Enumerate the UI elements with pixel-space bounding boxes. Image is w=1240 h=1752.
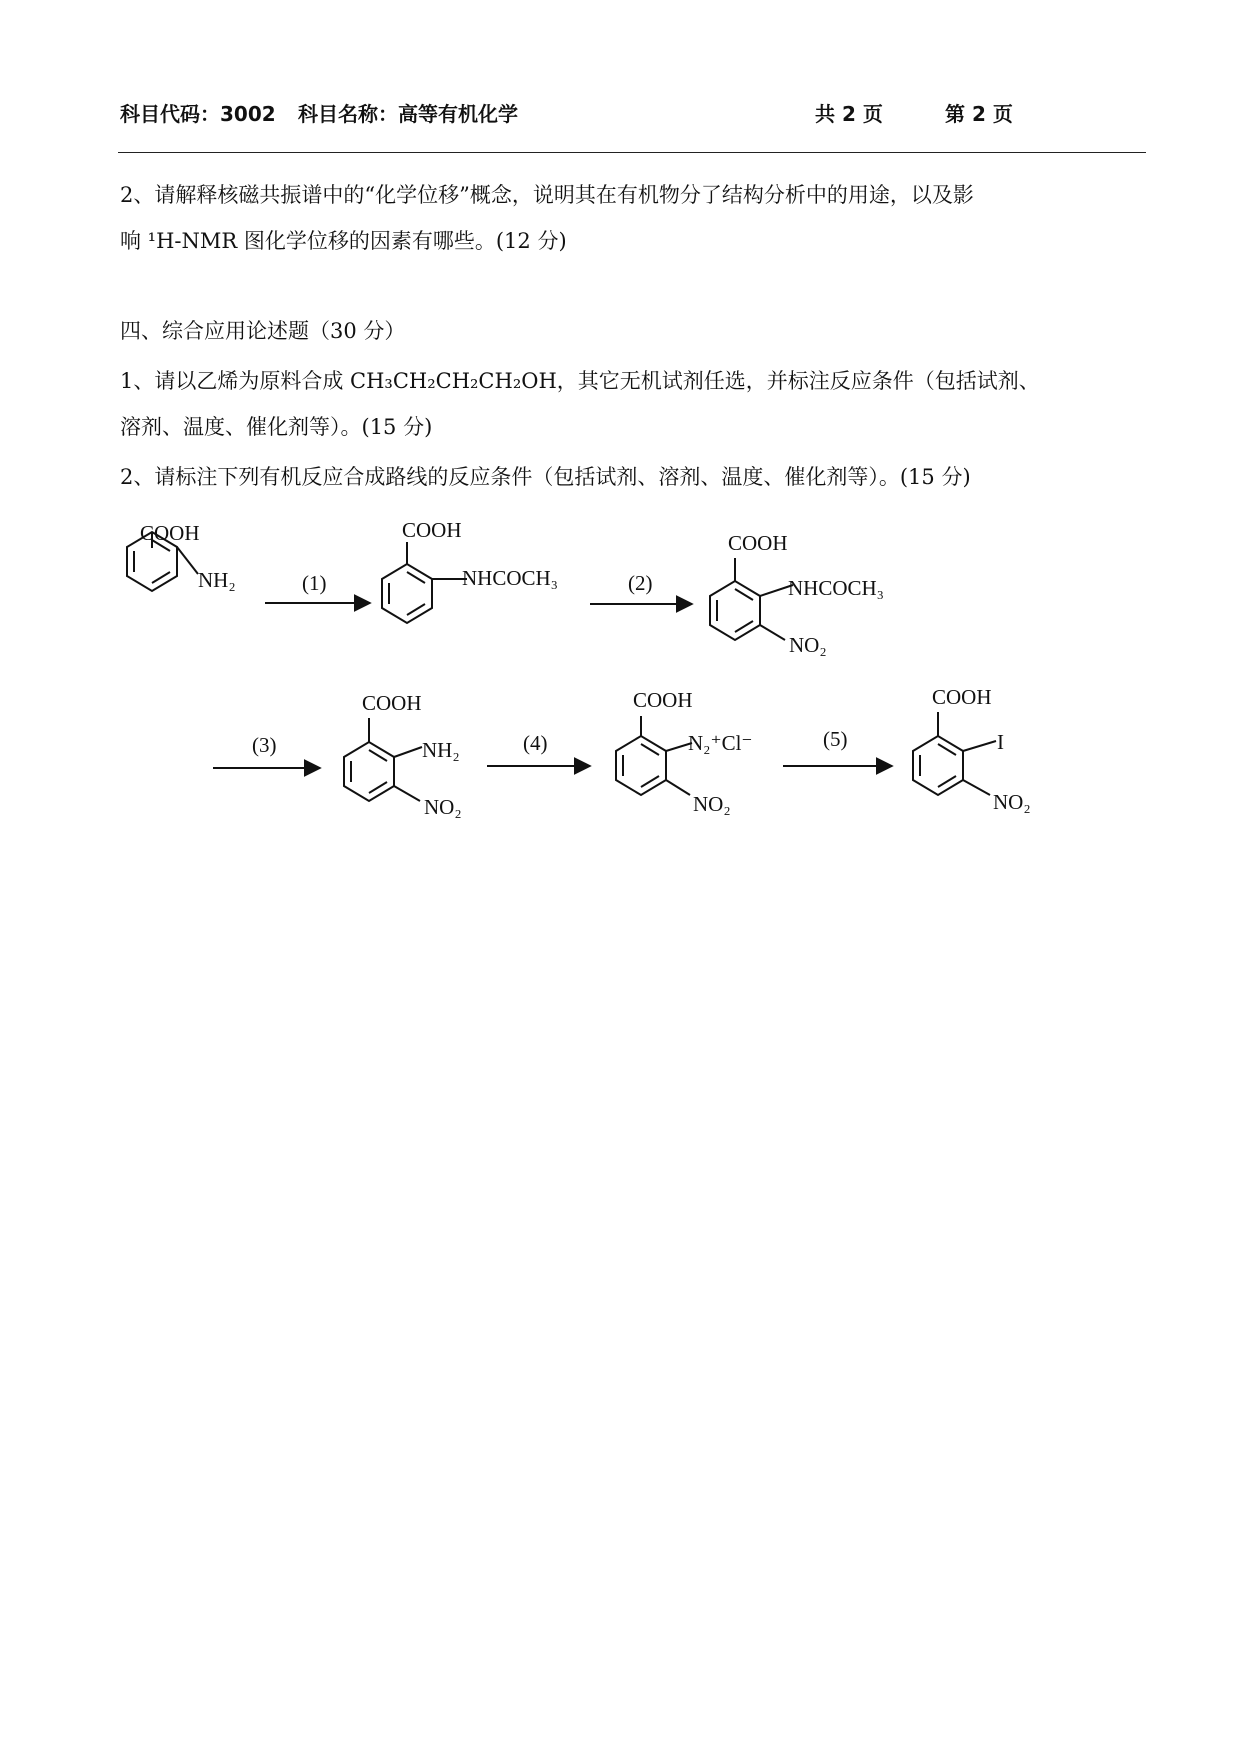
cooh-label-3: COOH: [728, 531, 788, 555]
step-label-4: (4): [523, 731, 548, 755]
no2-label-4: NO₂: [424, 795, 462, 819]
subject-name: 科目名称：高等有机化学: [298, 102, 518, 126]
subject-code: 科目代码：3002: [120, 102, 276, 126]
cooh-label-2: COOH: [402, 518, 462, 542]
no2-label-5: NO₂: [693, 792, 731, 816]
s4-q1-line2: 溶剂、温度、催化剂等）。(15 分): [120, 415, 433, 439]
nh2-label-1: NH₂: [198, 568, 236, 592]
section4-title: 四、综合应用论述题（30 分）: [120, 319, 406, 343]
compound-iodo-nitrobenzoic-acid: [913, 712, 996, 795]
n2cl-label-5: N₂⁺Cl⁻: [688, 731, 753, 755]
cooh-label-4: COOH: [362, 691, 422, 715]
step-label-5: (5): [823, 727, 848, 751]
q3-2-line1: 2、请解释核磁共振谱中的“化学位移”概念，说明其在有机物分了结构分析中的用途，以及影: [120, 183, 974, 207]
compound-amino-nitrobenzoic-acid: [344, 718, 422, 801]
cooh-label-5: COOH: [633, 688, 693, 712]
step-label-1: (1): [302, 571, 327, 595]
nh2-label-4: NH₂: [422, 738, 460, 762]
total-pages: 共 2 页: [815, 102, 883, 126]
nhcoch3-label-3: NHCOCH₃: [788, 576, 884, 600]
step-label-2: (2): [628, 571, 653, 595]
iodo-label-6: I: [997, 730, 1004, 754]
cooh-label-1: COOH: [140, 521, 200, 545]
q3-2-line2: 响 ¹H-NMR 图化学位移的因素有哪些。(12 分): [120, 229, 567, 253]
no2-label-3: NO₂: [789, 633, 827, 657]
compound-diazonium-salt: [616, 716, 692, 795]
nhcoch3-label-2: NHCOCH₃: [462, 566, 558, 590]
s4-q1-line1: 1、请以乙烯为原料合成 CH₃CH₂CH₂CH₂OH，其它无机试剂任选，并标注反应条件（包括试剂、: [120, 369, 1040, 393]
s4-q2: 2、请标注下列有机反应合成路线的反应条件（包括试剂、溶剂、温度、催化剂等）。(15 分): [120, 465, 971, 489]
cooh-label-6: COOH: [932, 685, 992, 709]
step-label-3: (3): [252, 733, 277, 757]
compound-acetamido-nitrobenzoic-acid: [710, 558, 793, 640]
no2-label-6: NO₂: [993, 790, 1031, 814]
compound-acetamido-benzoic-acid: [382, 542, 467, 623]
page-number: 第 2 页: [945, 102, 1013, 126]
